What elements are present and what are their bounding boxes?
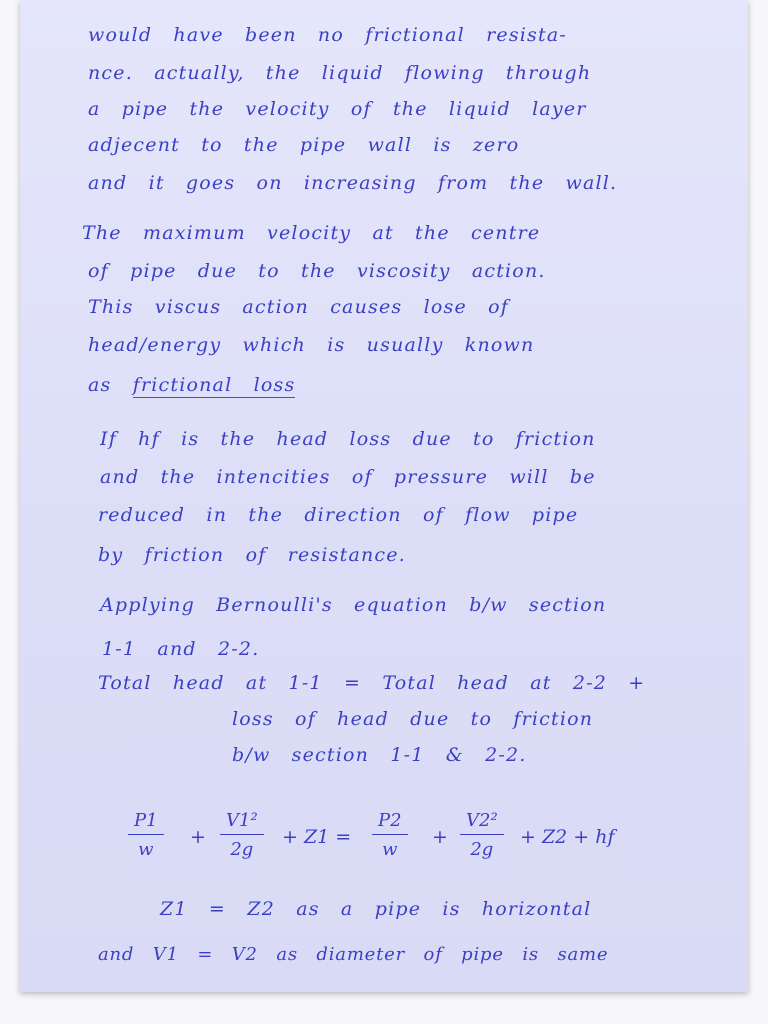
fraction-v2-2g [460, 810, 504, 860]
text-line: Z1 = Z2 as a pipe is horizontal [160, 898, 592, 920]
text-line: a pipe the velocity of the liquid layer [88, 98, 587, 120]
denominator: w [382, 839, 398, 860]
text-line: head/energy which is usually known [88, 334, 535, 356]
text-line: The maximum velocity at the centre [82, 222, 541, 244]
text-line: nce. actually, the liquid flowing through [88, 62, 592, 84]
text-line [88, 374, 295, 396]
denominator: 2g [230, 839, 254, 860]
notebook-page [20, 0, 748, 992]
text-line: adjecent to the pipe wall is zero [88, 134, 520, 156]
denominator: w [138, 839, 154, 860]
text-line: If hf is the head loss due to friction [100, 428, 596, 450]
numerator: V2² [460, 810, 504, 835]
text-line: by friction of resistance. [98, 544, 406, 566]
text-line: and it goes on increasing from the wall. [88, 172, 618, 194]
numerator: P1 [128, 810, 164, 835]
z2-hf-term: + Z2 + hf [520, 826, 615, 848]
fraction-p2-w [372, 810, 408, 860]
text-line: and V1 = V2 as diameter of pipe is same [98, 944, 609, 965]
text-word: as [88, 374, 112, 396]
text-line: b/w section 1-1 & 2-2. [232, 744, 527, 766]
plus-sign: + [432, 826, 448, 848]
text-line: of pipe due to the viscosity action. [88, 260, 546, 282]
denominator: 2g [470, 839, 494, 860]
plus-sign: + [190, 826, 206, 848]
text-line: This viscus action causes lose of [88, 296, 510, 318]
text-line: would have been no frictional resista- [88, 24, 567, 46]
numerator: V1² [220, 810, 264, 835]
text-line: Total head at 1-1 = Total head at 2-2 + [98, 672, 646, 694]
numerator: P2 [372, 810, 408, 835]
text-line: loss of head due to friction [232, 708, 594, 730]
text-line: and the intencities of pressure will be [100, 466, 596, 488]
bernoulli-equation [20, 800, 748, 880]
text-line: reduced in the direction of flow pipe [98, 504, 579, 526]
text-line: Applying Bernoulli's equation b/w section [100, 594, 607, 616]
fraction-p1-w [128, 810, 164, 860]
underlined-term: frictional loss [132, 374, 296, 396]
fraction-v1-2g [220, 810, 264, 860]
z1-term: + Z1 = [282, 826, 352, 848]
text-line: 1-1 and 2-2. [102, 638, 260, 660]
